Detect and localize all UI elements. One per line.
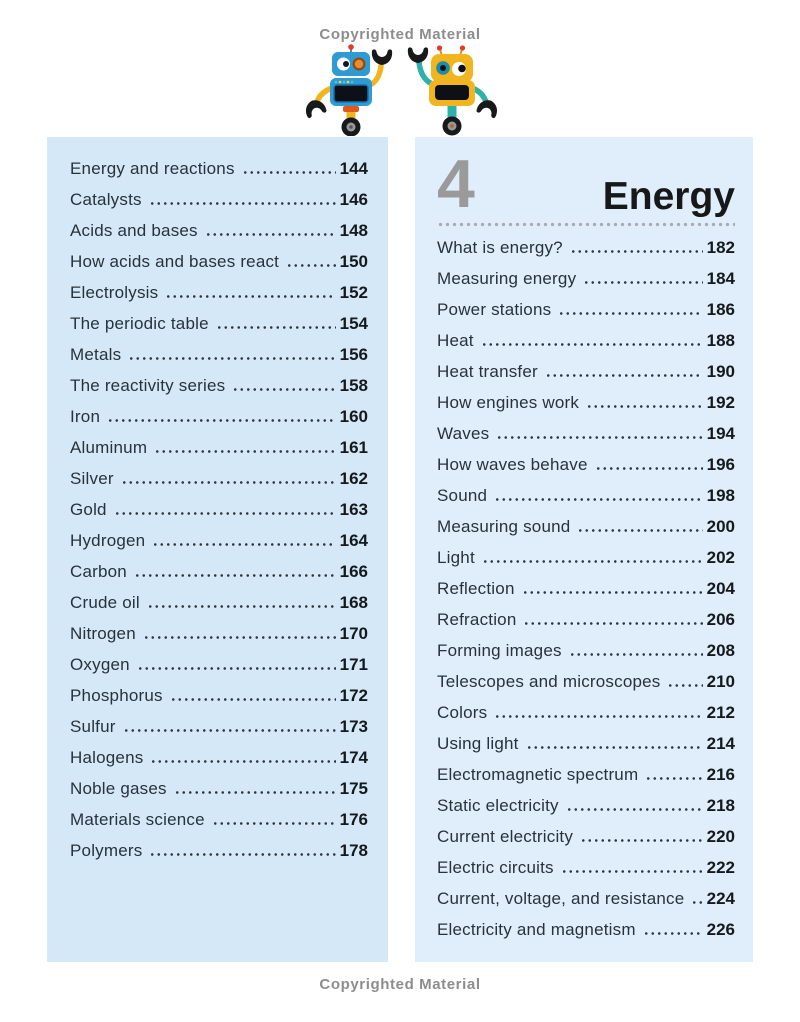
toc-entry (70, 370, 368, 401)
dot-leader (577, 528, 702, 533)
dot-leader (643, 931, 703, 936)
toc-entry-title: Static electricity (437, 795, 559, 815)
toc-entry-title: Using light (437, 733, 519, 753)
toc-entry (70, 432, 368, 463)
dot-leader (149, 852, 335, 857)
toc-entry-title: Iron (70, 406, 101, 426)
toc-entry-title: Telescopes and microscopes (437, 671, 661, 691)
toc-entry-page: 173 (339, 716, 368, 736)
dot-leader (154, 449, 335, 454)
dot-leader (566, 807, 703, 812)
toc-entry (437, 914, 735, 945)
toc-entry (437, 480, 735, 511)
toc-entry-page: 186 (706, 299, 735, 319)
dot-leader (522, 590, 703, 595)
toc-entry-title: Refraction (437, 609, 517, 629)
toc-entry (70, 184, 368, 215)
toc-entry-title: Electromagnetic spectrum (437, 764, 639, 784)
toc-entry-title: Colors (437, 702, 488, 722)
toc-entry-page: 175 (339, 778, 368, 798)
toc-entry-title: Waves (437, 423, 490, 443)
toc-entry (437, 573, 735, 604)
toc-entry (437, 387, 735, 418)
dot-leader (645, 776, 702, 781)
dot-leader (143, 635, 336, 640)
dot-leader (494, 497, 702, 502)
dot-leader (170, 697, 336, 702)
toc-entry-page: 214 (706, 733, 735, 753)
toc-entry (70, 246, 368, 277)
dot-leader (212, 821, 336, 826)
toc-entry (437, 666, 735, 697)
dot-leader (580, 838, 703, 843)
toc-entry-title: Catalysts (70, 189, 142, 209)
toc-entry (70, 463, 368, 494)
toc-entry-title: Reflection (437, 578, 515, 598)
toc-entry-title: Materials science (70, 809, 205, 829)
dot-leader (586, 404, 703, 409)
robot-yellow-icon (404, 44, 498, 136)
toc-entry-title: The periodic table (70, 313, 209, 333)
toc-entry-page: 164 (339, 530, 368, 550)
toc-entry-page: 160 (339, 406, 368, 426)
chapter-header (437, 146, 735, 223)
toc-right-panel (415, 137, 753, 962)
toc-entry-page: 144 (339, 158, 368, 178)
toc-entry-title: Gold (70, 499, 107, 519)
dot-leader (583, 280, 702, 285)
toc-entry (437, 635, 735, 666)
toc-entry (437, 697, 735, 728)
toc-entry-title: What is energy? (437, 237, 563, 257)
toc-entry-page: 222 (706, 857, 735, 877)
toc-entry-page: 182 (706, 237, 735, 257)
toc-entry-page: 146 (339, 189, 368, 209)
toc-entry-title: How acids and bases react (70, 251, 280, 271)
toc-entry-title: Phosphorus (70, 685, 163, 705)
toc-entry-title: Sound (437, 485, 488, 505)
toc-entry (70, 525, 368, 556)
toc-entry (70, 804, 368, 835)
dot-leader (174, 790, 336, 795)
copyright-notice-top: Copyrighted Material (319, 26, 481, 43)
toc-entry (437, 232, 735, 263)
toc-entry-title: Light (437, 547, 475, 567)
dot-leader (494, 714, 702, 719)
toc-entry (437, 883, 735, 914)
dot-leader (128, 356, 335, 361)
toc-panels (47, 137, 753, 962)
dot-leader (232, 387, 335, 392)
toc-entry-title: Electricity and magnetism (437, 919, 636, 939)
dot-leader (123, 728, 336, 733)
toc-entry-title: Electrolysis (70, 282, 159, 302)
dot-leader (482, 559, 703, 564)
toc-left-panel (47, 137, 388, 962)
toc-entry-title: Heat transfer (437, 361, 538, 381)
toc-entry-page: 194 (706, 423, 735, 443)
toc-entry-title: Oxygen (70, 654, 130, 674)
toc-entry-title: Sulfur (70, 716, 116, 736)
dot-leader (526, 745, 703, 750)
toc-entry-page: 210 (706, 671, 735, 691)
dot-leader (481, 342, 703, 347)
toc-entry-page: 168 (339, 592, 368, 612)
dot-leader (216, 325, 336, 330)
toc-entry-page: 158 (339, 375, 368, 395)
toc-entry-title: Acids and bases (70, 220, 198, 240)
robots-illustration (0, 44, 800, 136)
toc-entry-page: 154 (339, 313, 368, 333)
toc-entry (70, 401, 368, 432)
toc-entry-page: 150 (339, 251, 368, 271)
toc-entry-page: 156 (339, 344, 368, 364)
toc-entry-title: Power stations (437, 299, 552, 319)
toc-entry (437, 821, 735, 852)
toc-entry-page: 148 (339, 220, 368, 240)
dot-leader (165, 294, 335, 299)
dot-leader (137, 666, 336, 671)
toc-entry-page: 198 (706, 485, 735, 505)
toc-entry (70, 649, 368, 680)
toc-entry-page: 176 (339, 809, 368, 829)
toc-entry (70, 711, 368, 742)
chapter-number: 4 (437, 146, 473, 223)
toc-entry (437, 294, 735, 325)
dot-leader (523, 621, 702, 626)
toc-entry-title: Electric circuits (437, 857, 554, 877)
toc-entry-page: 212 (706, 702, 735, 722)
toc-entry-title: Noble gases (70, 778, 167, 798)
toc-entry (437, 759, 735, 790)
toc-entry-title: Forming images (437, 640, 562, 660)
toc-entry-page: 174 (339, 747, 368, 767)
dot-leader (286, 263, 336, 268)
dot-leader (561, 869, 703, 874)
toc-entry-page: 192 (706, 392, 735, 412)
dot-leader (558, 311, 702, 316)
dot-leader (149, 201, 336, 206)
robot-blue-icon (302, 44, 396, 136)
toc-entry (70, 215, 368, 246)
toc-entry (437, 325, 735, 356)
toc-entry (437, 263, 735, 294)
dot-leader (134, 573, 336, 578)
toc-entry-page: 162 (339, 468, 368, 488)
toc-entry (437, 542, 735, 573)
toc-entry-page: 220 (706, 826, 735, 846)
toc-entry (70, 742, 368, 773)
toc-entry (70, 618, 368, 649)
toc-entry-title: Aluminum (70, 437, 148, 457)
dot-leader (570, 249, 703, 254)
toc-entry (437, 728, 735, 759)
toc-entry (437, 356, 735, 387)
toc-entry-page: 161 (339, 437, 368, 457)
copyright-notice-bottom: Copyrighted Material (319, 976, 481, 993)
toc-entry (70, 835, 368, 866)
dot-leader (107, 418, 336, 423)
toc-entry (70, 277, 368, 308)
toc-entry-page: 170 (339, 623, 368, 643)
toc-entry (437, 418, 735, 449)
toc-entry-page: 206 (706, 609, 735, 629)
toc-entry-page: 196 (706, 454, 735, 474)
dot-leader (147, 604, 336, 609)
dot-leader (569, 652, 703, 657)
toc-entry (437, 511, 735, 542)
toc-entry (70, 339, 368, 370)
toc-entry-page: 172 (339, 685, 368, 705)
toc-entry-title: Nitrogen (70, 623, 136, 643)
dot-leader (205, 232, 336, 237)
toc-entry-title: Halogens (70, 747, 144, 767)
toc-entry-page: 152 (339, 282, 368, 302)
toc-entry-page: 190 (706, 361, 735, 381)
toc-entry-title: Measuring sound (437, 516, 571, 536)
toc-entry-page: 166 (339, 561, 368, 581)
toc-entry-page: 202 (706, 547, 735, 567)
toc-entry-title: Carbon (70, 561, 127, 581)
toc-entry (70, 587, 368, 618)
dot-leader (595, 466, 703, 471)
dot-leader (496, 435, 702, 440)
toc-entry-page: 208 (706, 640, 735, 660)
dot-leader (152, 542, 335, 547)
toc-entry-title: How waves behave (437, 454, 588, 474)
toc-entry-page: 171 (339, 654, 368, 674)
toc-entry-title: Polymers (70, 840, 143, 860)
chapter-title: Energy (602, 174, 735, 218)
toc-entry (70, 556, 368, 587)
toc-entry (437, 449, 735, 480)
toc-entry (437, 852, 735, 883)
toc-entry-title: Current, voltage, and resistance (437, 888, 685, 908)
toc-entry-page: 200 (706, 516, 735, 536)
toc-entry (437, 790, 735, 821)
toc-entry-page: 224 (706, 888, 735, 908)
toc-list-left (70, 153, 368, 866)
toc-entry (70, 308, 368, 339)
dot-leader (545, 373, 703, 378)
toc-entry-title: Metals (70, 344, 122, 364)
toc-entry (70, 680, 368, 711)
toc-entry-title: Measuring energy (437, 268, 577, 288)
dot-leader (121, 480, 336, 485)
dotted-divider (437, 222, 735, 227)
toc-entry (70, 494, 368, 525)
toc-entry-title: Heat (437, 330, 474, 350)
toc-entry-title: Energy and reactions (70, 158, 235, 178)
dot-leader (242, 170, 336, 175)
toc-list-right (437, 232, 735, 945)
toc-entry-title: The reactivity series (70, 375, 226, 395)
toc-entry-title: Silver (70, 468, 114, 488)
toc-entry-title: Hydrogen (70, 530, 146, 550)
toc-entry-page: 204 (706, 578, 735, 598)
toc-entry-page: 188 (706, 330, 735, 350)
toc-entry (70, 773, 368, 804)
toc-entry-title: Current electricity (437, 826, 574, 846)
toc-entry-title: Crude oil (70, 592, 140, 612)
toc-entry-page: 226 (706, 919, 735, 939)
dot-leader (114, 511, 336, 516)
toc-entry-page: 218 (706, 795, 735, 815)
toc-entry-page: 184 (706, 268, 735, 288)
dot-leader (691, 900, 702, 905)
toc-entry (437, 604, 735, 635)
toc-entry (70, 153, 368, 184)
toc-entry-title: How engines work (437, 392, 580, 412)
toc-entry-page: 216 (706, 764, 735, 784)
toc-entry-page: 163 (339, 499, 368, 519)
dot-leader (150, 759, 335, 764)
dot-leader (667, 683, 702, 688)
toc-entry-page: 178 (339, 840, 368, 860)
